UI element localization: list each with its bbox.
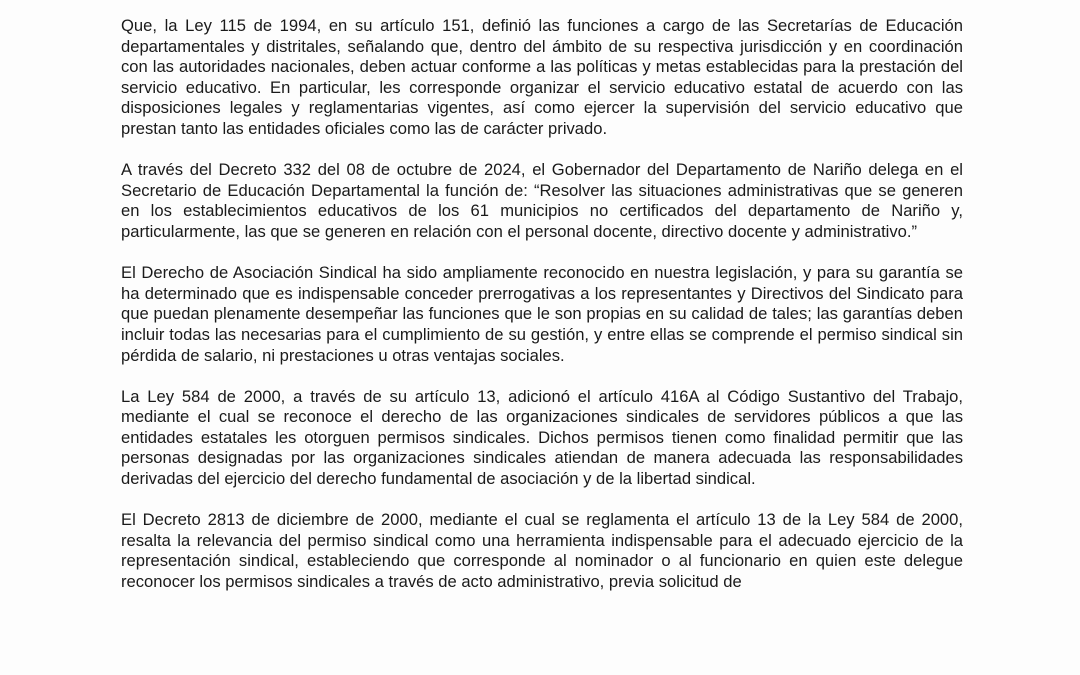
paragraph-ley-584: La Ley 584 de 2000, a través de su artículo 13, adicionó el artículo 416A al Código Sustantivo del Trabajo, mediante el cual se reconoce el derecho de las organizaciones sindicales de servidores públicos a que las entidades estatales les otorguen permisos sindicales. Dichos permisos tienen como finalidad permitir que las personas designadas por las organizaciones sindicales atiendan de manera adecuada las responsabilidades derivadas del ejercicio del derecho fundamental de asociación y de la libertad sindical.	[121, 386, 963, 489]
paragraph-decreto-2813: El Decreto 2813 de diciembre de 2000, mediante el cual se reglamenta el artículo 13 de la Ley 584 de 2000, resalta la relevancia del permiso sindical como una herramienta indispensable para el adecuado ejercicio de la representación sindical, estableciendo que corresponde al nominador o al funcionario en quien este delegue reconocer los permisos sindicales a través de acto administrativo, previa solicitud de	[121, 510, 963, 592]
document-body	[121, 16, 963, 613]
paragraph-ley-115: Que, la Ley 115 de 1994, en su artículo 151, definió las funciones a cargo de las Secretarías de Educación departamentales y distritales, señalando que, dentro del ámbito de su respectiva jurisdicción y en coordinación con las autoridades nacionales, deben actuar conforme a las políticas y metas establecidas para la prestación del servicio educativo. En particular, les corresponde organizar el servicio educativo estatal de acuerdo con las disposiciones legales y reglamentarias vigentes, así como ejercer la supervisión del servicio educativo que prestan tanto las entidades oficiales como las de carácter privado.	[121, 16, 963, 138]
paragraph-decreto-332: A través del Decreto 332 del 08 de octubre de 2024, el Gobernador del Departamento de Nariño delega en el Secretario de Educación Departamental la función de: “Resolver las situaciones administrativas que se generen en los establecimientos educativos de los 61 municipios no certificados del departamento de Nariño y, particularmente, las que se generen en relación con el personal docente, directivo docente y administrativo.”	[121, 160, 963, 241]
paragraph-asociacion-sindical: El Derecho de Asociación Sindical ha sido ampliamente reconocido en nuestra legislación, y para su garantía se ha determinado que es indispensable conceder prerrogativas a los representantes y Directivos del Sindicato para que puedan plenamente desempeñar las funciones que le son propias en su calidad de tales; las garantías deben incluir todas las necesarias para el cumplimiento de su gestión, y entre ellas se comprende el permiso sindical sin pérdida de salario, ni prestaciones u otras ventajas sociales.	[121, 263, 963, 365]
